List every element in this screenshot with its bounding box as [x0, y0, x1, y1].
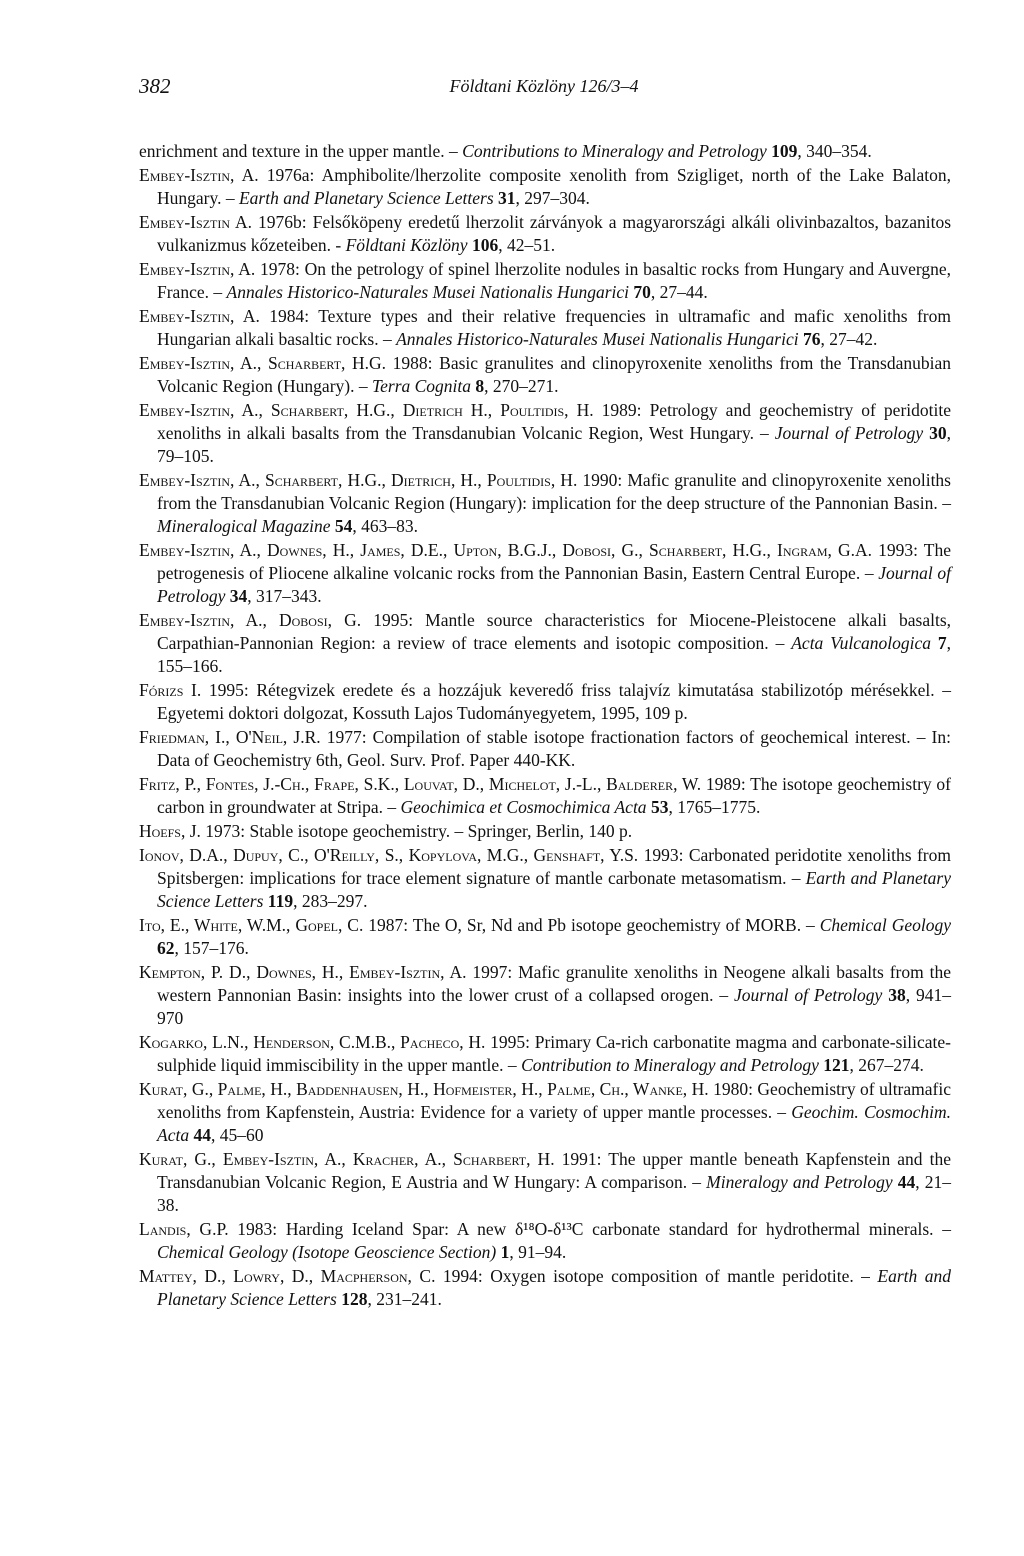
reference-text: 1995: Mantle source characteristics for Miocene-Pleistocene alkali basalts, Carpathian-Pannonian Region: a review of trace elements and isotopic composition. – [157, 610, 952, 653]
reference-pages: , 340–354. [797, 141, 872, 161]
page-number: 382 [139, 74, 171, 98]
reference-pages: , 42–51. [498, 235, 556, 255]
running-title: Földtani Közlöny 126/3–4 [449, 76, 639, 96]
reference-entry [139, 1218, 951, 1264]
reference-authors: Embey-Isztin, A., Downes, H., James, D.E., Upton, B.G.J., Dobosi, G., Scharbert, H.G., Ingram, G.A. [139, 540, 873, 560]
reference-pages: , 297–304. [515, 188, 590, 208]
reference-source: Geochimica et Cosmochimica Acta [400, 797, 647, 817]
reference-text: 1988: Basic granulites and clinopyroxenite xenoliths from the Transdanubian Volcanic Region (Hungary). – [157, 353, 952, 396]
reference-source: Mineralogical Magazine [157, 516, 331, 536]
reference-pages: , 27–44. [650, 282, 708, 302]
reference-source: Terra Cognita [371, 376, 472, 396]
reference-text: 1990: Mafic granulite and clinopyroxenite xenoliths from the Transdanubian Volcanic Region (Hungary): implication for the deep structure of the Pannonian Basin. – [157, 470, 951, 513]
reference-authors: Embey-Isztin, A. [139, 259, 256, 279]
reference-entry [139, 844, 951, 913]
reference-pages: , 283–297. [293, 891, 368, 911]
reference-text: 1976b: Felsőköpeny eredetű lherzolit zárványok a magyarországi alkáli olivinbazaltos, bazanitos vulkanizmus kőzeteiben. - [157, 212, 952, 255]
reference-source: Journal of Petrology [734, 985, 883, 1005]
reference-pages: , 21–38. [157, 1172, 952, 1215]
reference-source: Journal of Petrology [774, 423, 924, 443]
reference-text: 1983: Harding Iceland Spar: A new δ¹⁸O-δ¹³C carbonate standard for hydrothermal minerals. – [228, 1219, 951, 1239]
reference-pages: , 231–241. [367, 1289, 442, 1309]
reference-source: Chemical Geology [819, 915, 951, 935]
reference-authors: Embey-Isztin, A., Scharbert, H.G., Dietrich, H., Poultidis, H. [139, 470, 578, 490]
reference-authors: Friedman, I., O'Neil, J.R. [139, 727, 321, 747]
reference-pages: , 463–83. [352, 516, 419, 536]
reference-text: 1997: Mafic granulite xenoliths in Neogene alkali basalts from the western Pannonian Basin: insights into the lower crust of a collapsed orogen. – [157, 962, 952, 1005]
reference-text: 1993: The petrogenesis of Pliocene alkaline volcanic rocks from the Pannonian Basin, Eastern Central Europe. – [157, 540, 951, 583]
reference-text: 1978: On the petrology of spinel lherzolite nodules in basaltic rocks from Hungary and Auvergne, France. – [157, 259, 951, 302]
reference-authors: Embey-Isztin, A., Scharbert, H.G., Dietrich H., Poultidis, H. [139, 400, 594, 420]
reference-text: 1991: The upper mantle beneath Kapfenstein and the Transdanubian Volcanic Region, E Austria and W Hungary: A comparison. – [157, 1149, 951, 1192]
page-header [139, 74, 949, 106]
reference-volume: 76 [802, 329, 821, 349]
reference-entry [139, 1031, 951, 1077]
reference-source: Geochim. Cosmochim. Acta [157, 1102, 951, 1145]
reference-entry [139, 820, 951, 843]
reference-entry [139, 258, 951, 304]
reference-text: 1993: Carbonated peridotite xenoliths from Spitsbergen: implications for trace element signature of mantle carbonate metasomatism. – [157, 845, 951, 888]
reference-pages: , 317–343. [247, 586, 322, 606]
reference-list [139, 140, 951, 1312]
reference-source: Mineralogy and Petrology [706, 1172, 893, 1192]
reference-text: 1973: Stable isotope geochemistry. – Springer, Berlin, 140 p. [200, 821, 633, 841]
reference-volume: 44 [897, 1172, 916, 1192]
reference-pages: , 45–60 [210, 1125, 264, 1145]
reference-pages: , 941–970 [157, 985, 951, 1028]
reference-source: Contribution to Mineralogy and Petrology [521, 1055, 819, 1075]
reference-authors: Embey-Isztin, A. [139, 165, 259, 185]
reference-pages: , 267–274. [849, 1055, 924, 1075]
reference-entry [139, 773, 951, 819]
reference-entry [139, 961, 951, 1030]
reference-volume: 31 [498, 188, 516, 208]
reference-source: Journal of Petrology [157, 563, 951, 606]
reference-authors: Kurat, G., Palme, H., Baddenhausen, H., Hofmeister, H., Palme, Ch., Wanke, H. [139, 1079, 709, 1099]
reference-source: Annales Historico-Naturales Musei Nationalis Hungarici [226, 282, 629, 302]
reference-pages: , 1765–1775. [668, 797, 761, 817]
reference-volume: 128 [341, 1289, 368, 1309]
reference-source: Earth and Planetary Science Letters [238, 188, 494, 208]
reference-text: 1984: Texture types and their relative frequencies in ultramafic and mafic xenoliths from Hungarian alkali basaltic rocks. – [157, 306, 951, 349]
reference-authors: Embey-Isztin A. [139, 212, 253, 232]
reference-volume: 1 [500, 1242, 510, 1262]
reference-text: 1995: Rétegvizek eredete és a hozzájuk keveredő friss talajvíz kimutatása stabilizotóp mérésekkel. – Egyetemi doktori dolgozat, Kossuth Lajos Tudományegyetem, 1995, 109 p. [157, 680, 951, 723]
reference-volume: 44 [193, 1125, 211, 1145]
reference-source: Acta Vulcanologica [791, 633, 931, 653]
reference-volume: 7 [937, 633, 947, 653]
reference-text: enrichment and texture in the upper mantle. – [139, 141, 463, 161]
reference-authors: Kurat, G., Embey-Isztin, A., Kracher, A., Scharbert, H. [139, 1149, 555, 1169]
reference-text: 1989: The isotope geochemistry of carbon in groundwater at Stripa. – [157, 774, 951, 817]
reference-pages: , 155–166. [157, 633, 951, 676]
reference-source: Contributions to Mineralogy and Petrology [462, 141, 767, 161]
reference-authors: Fritz, P., Fontes, J.-Ch., Frape, S.K., Louvat, D., Michelot, J.-L., Balderer, W. [139, 774, 702, 794]
reference-authors: Embey-Isztin, A., Scharbert, H.G. [139, 353, 387, 373]
reference-entry [139, 1265, 951, 1311]
reference-source: Földtani Közlöny [345, 235, 468, 255]
reference-source: Earth and Planetary Science Letters [157, 1266, 951, 1309]
reference-text: 1989: Petrology and geochemistry of peridotite xenoliths in alkali basalts from the Transdanubian Volcanic Region, West Hungary. – [157, 400, 951, 443]
reference-pages: , 270–271. [484, 376, 559, 396]
reference-authors: Hoefs, J. [139, 821, 201, 841]
reference-entry [139, 399, 951, 468]
reference-authors: Ionov, D.A., Dupuy, C., O'Reilly, S., Kopylova, M.G., Genshaft, Y.S. [139, 845, 639, 865]
reference-text: 1976a: Amphibolite/lherzolite composite xenolith from Szigliget, north of the Lake Balaton, Hungary. – [157, 165, 951, 208]
reference-authors: Ito, E., White, W.M., Gopel, C. [139, 915, 364, 935]
reference-text: 1977: Compilation of stable isotope fractionation factors of geochemical interest. – In: Data of Geochemistry 6th, Geol. Surv. Prof. Paper 440-KK. [157, 727, 951, 770]
reference-pages: , 157–176. [174, 938, 249, 958]
reference-entry [139, 539, 951, 608]
reference-volume: 121 [823, 1055, 850, 1075]
reference-authors: Kempton, P. D., Downes, H., Embey-Isztin, A. [139, 962, 467, 982]
reference-entry [139, 609, 951, 678]
reference-entry [139, 1078, 951, 1147]
reference-entry [139, 1148, 951, 1217]
reference-authors: Kogarko, L.N., Henderson, C.M.B., Pacheco, H. [139, 1032, 486, 1052]
reference-volume: 109 [771, 141, 798, 161]
reference-source: Chemical Geology (Isotope Geoscience Section) [157, 1242, 497, 1262]
reference-text: 1980: Geochemistry of ultramafic xenoliths from Kapfenstein, Austria: Evidence for a variety of upper mantle processes. – [157, 1079, 951, 1122]
reference-volume: 38 [888, 985, 906, 1005]
reference-entry [139, 352, 951, 398]
reference-entry [139, 140, 951, 163]
reference-entry [139, 211, 951, 257]
reference-volume: 54 [334, 516, 353, 536]
reference-volume: 106 [471, 235, 499, 255]
reference-pages: , 27–42. [820, 329, 878, 349]
reference-source: Earth and Planetary Science Letters [157, 868, 951, 911]
reference-source: Annales Historico-Naturales Musei Nationalis Hungarici [396, 329, 799, 349]
reference-volume: 30 [929, 423, 947, 443]
reference-volume: 62 [157, 938, 175, 958]
reference-volume: 53 [650, 797, 669, 817]
reference-pages: , 79–105. [157, 423, 951, 466]
reference-authors: Mattey, D., Lowry, D., Macpherson, C. [139, 1266, 436, 1286]
reference-authors: Fórizs I. [139, 680, 202, 700]
reference-text: 1987: The O, Sr, Nd and Pb isotope geochemistry of MORB. – [363, 915, 820, 935]
reference-entry [139, 679, 951, 725]
reference-volume: 119 [267, 891, 294, 911]
reference-authors: Landis, G.P. [139, 1219, 229, 1239]
reference-entry [139, 305, 951, 351]
reference-authors: Embey-Isztin, A., Dobosi, G. [139, 610, 362, 630]
reference-text: 1995: Primary Ca-rich carbonatite magma and carbonate-silicate-sulphide liquid immiscibility in the upper mantle. – [157, 1032, 951, 1075]
reference-entry [139, 164, 951, 210]
reference-authors: Embey-Isztin, A. [139, 306, 260, 326]
reference-text: 1994: Oxygen isotope composition of mantle peridotite. – [435, 1266, 878, 1286]
reference-volume: 34 [229, 586, 248, 606]
reference-entry [139, 914, 951, 960]
reference-volume: 70 [633, 282, 651, 302]
reference-volume: 8 [475, 376, 485, 396]
reference-pages: , 91–94. [509, 1242, 567, 1262]
reference-entry [139, 726, 951, 772]
reference-entry [139, 469, 951, 538]
